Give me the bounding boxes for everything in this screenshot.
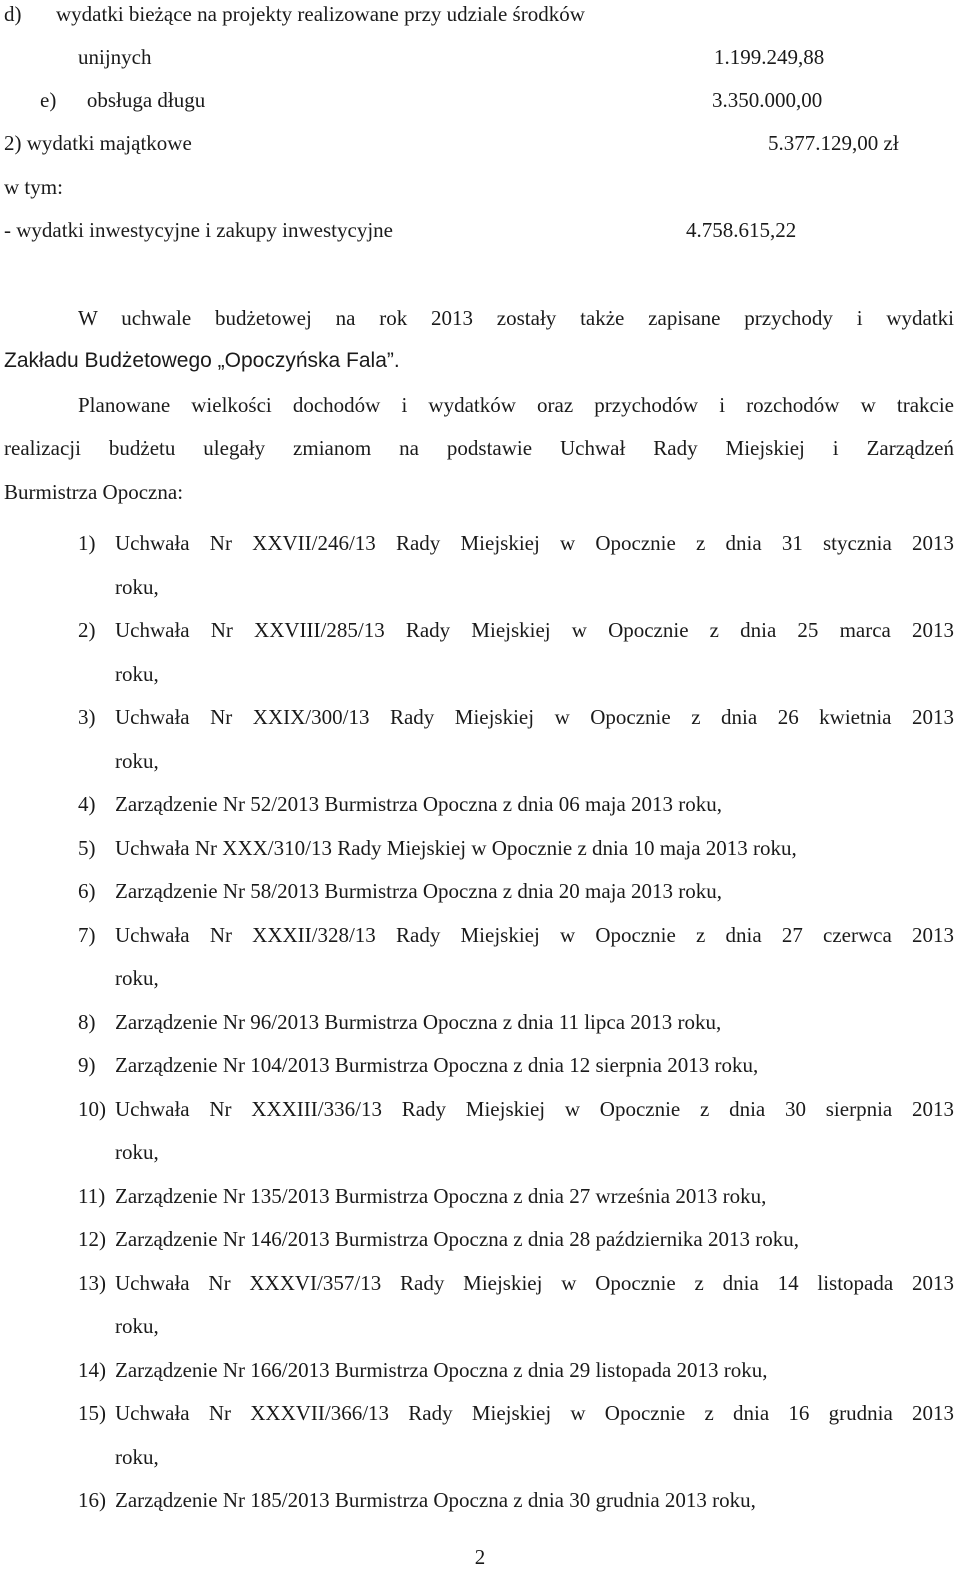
list-item-text: Uchwała Nr XXXVII/366/13 Rady Miejskiej w Opocznie z dnia 16 grudnia 2013 [115, 1401, 954, 1425]
list-item [78, 914, 954, 1001]
paragraph2-line2 [4, 436, 954, 460]
list-item-number: 7) [78, 922, 96, 947]
page-number: 2 [474, 1545, 486, 1569]
paragraph1-line2: Zakładu Budżetowego „Opoczyńska Fala”. [4, 349, 400, 372]
list-item [78, 1088, 954, 1175]
list-item-continuation: roku, [115, 1140, 159, 1164]
list-item [78, 522, 954, 609]
expense-item-e-label: e) [40, 88, 57, 112]
in-which-label: w tym: [4, 175, 63, 199]
capital-expenses-amount: 5.377.129,00 zł [768, 131, 899, 155]
expense-item-d [4, 2, 585, 26]
list-item-number: 4) [78, 792, 96, 816]
list-item-text: Uchwała Nr XXXIII/336/13 Rady Miejskiej w Opocznie z dnia 30 sierpnia 2013 [115, 1096, 954, 1121]
paragraph1-line1 [78, 306, 954, 330]
list-item [78, 696, 954, 783]
list-item-text: Zarządzenie Nr 185/2013 Burmistrza Opoczna z dnia 30 grudnia 2013 roku, [115, 1488, 756, 1512]
expense-item-e [40, 88, 205, 112]
list-item-text: Zarządzenie Nr 52/2013 Burmistrza Opoczna z dnia 06 maja 2013 roku, [115, 792, 723, 816]
list-item-text: Uchwała Nr XXVIII/285/13 Rady Miejskiej w Opocznie z dnia 25 marca 2013 [115, 618, 954, 642]
list-item-number: 15) [78, 1401, 106, 1425]
list-item [78, 1044, 954, 1088]
list-item-text: Zarządzenie Nr 166/2013 Burmistrza Opoczna z dnia 29 listopada 2013 roku, [115, 1357, 768, 1382]
list-item-text: Uchwała Nr XXIX/300/13 Rady Miejskiej w Opocznie z dnia 26 kwietnia 2013 [115, 705, 954, 729]
expense-item-d-continuation: unijnych [78, 45, 152, 69]
list-item-text: Uchwała Nr XXVII/246/13 Rady Miejskiej w Opocznie z dnia 31 stycznia 2013 [115, 531, 954, 555]
paragraph2-line1 [78, 393, 954, 417]
list-item-number: 6) [78, 879, 96, 903]
list-item-text: Zarządzenie Nr 146/2013 Burmistrza Opoczna z dnia 28 października 2013 roku, [115, 1227, 799, 1251]
list-item-continuation: roku, [115, 1314, 159, 1338]
paragraph2-line1-text: Planowane wielkości dochodów i wydatków oraz przychodów i rozchodów w trakcie [78, 393, 954, 417]
list-item-number: 9) [78, 1053, 96, 1077]
list-item [78, 1349, 954, 1393]
list-item-number: 11) [78, 1183, 106, 1208]
paragraph1-line1-text: W uchwale budżetowej na rok 2013 zostały także zapisane przychody i wydatki [78, 306, 954, 330]
list-item-text: Uchwała Nr XXXII/328/13 Rady Miejskiej w Opocznie z dnia 27 czerwca 2013 [115, 922, 954, 947]
list-item [78, 1262, 954, 1349]
list-item [78, 1001, 954, 1045]
list-item-text: Uchwała Nr XXX/310/13 Rady Miejskiej w Opocznie z dnia 10 maja 2013 roku, [115, 835, 797, 860]
list-item-text: Zarządzenie Nr 58/2013 Burmistrza Opoczna z dnia 20 maja 2013 roku, [115, 879, 723, 903]
list-item-number: 5) [78, 835, 96, 860]
list-item-text: Uchwała Nr XXXVI/357/13 Rady Miejskiej w Opocznie z dnia 14 listopada 2013 [115, 1270, 954, 1295]
list-item [78, 783, 954, 827]
expense-item-d-label: d) [4, 2, 22, 26]
list-item [78, 1175, 954, 1219]
list-item [78, 609, 954, 696]
list-item-text: Zarządzenie Nr 135/2013 Burmistrza Opoczna z dnia 27 września 2013 roku, [115, 1183, 767, 1208]
list-item-number: 10) [78, 1096, 106, 1121]
investment-expenses-amount: 4.758.615,22 [686, 218, 797, 242]
investment-expenses-label: - wydatki inwestycyjne i zakupy inwestycyjne [4, 218, 393, 242]
list-item-number: 12) [78, 1227, 106, 1251]
list-item [78, 1479, 954, 1523]
list-item-continuation: roku, [115, 966, 159, 990]
expense-item-e-text: obsługa długu [86, 88, 206, 112]
list-item-continuation: roku, [115, 661, 159, 686]
list-item [78, 827, 954, 871]
list-item [78, 1218, 954, 1262]
list-item-text: Zarządzenie Nr 96/2013 Burmistrza Opoczna z dnia 11 lipca 2013 roku, [115, 1009, 722, 1034]
list-item-text: Zarządzenie Nr 104/2013 Burmistrza Opoczna z dnia 12 sierpnia 2013 roku, [115, 1053, 759, 1077]
expense-item-d-text: wydatki bieżące na projekty realizowane przy udziale środków [56, 2, 585, 26]
capital-expenses-label: 2) wydatki majątkowe [4, 131, 192, 155]
list-item-number: 14) [78, 1357, 106, 1382]
paragraph2-line3: Burmistrza Opoczna: [4, 480, 184, 504]
acts-list [78, 522, 954, 1523]
list-item-number: 13) [78, 1270, 106, 1295]
list-item [78, 870, 954, 914]
list-item-number: 8) [78, 1009, 96, 1034]
list-item-continuation: roku, [115, 748, 159, 773]
list-item [78, 1392, 954, 1479]
list-item-continuation: roku, [115, 574, 159, 599]
list-item-continuation: roku, [115, 1444, 159, 1469]
expense-item-e-amount: 3.350.000,00 [712, 88, 823, 112]
paragraph2-line2-text: realizacji budżetu ulegały zmianom na podstawie Uchwał Rady Miejskiej i Zarządzeń [4, 436, 954, 460]
list-item-number: 16) [78, 1488, 106, 1512]
expense-item-d-amount: 1.199.249,88 [714, 45, 825, 69]
list-item-number: 3) [78, 705, 96, 729]
list-item-number: 1) [78, 531, 96, 555]
list-item-number: 2) [78, 618, 96, 642]
